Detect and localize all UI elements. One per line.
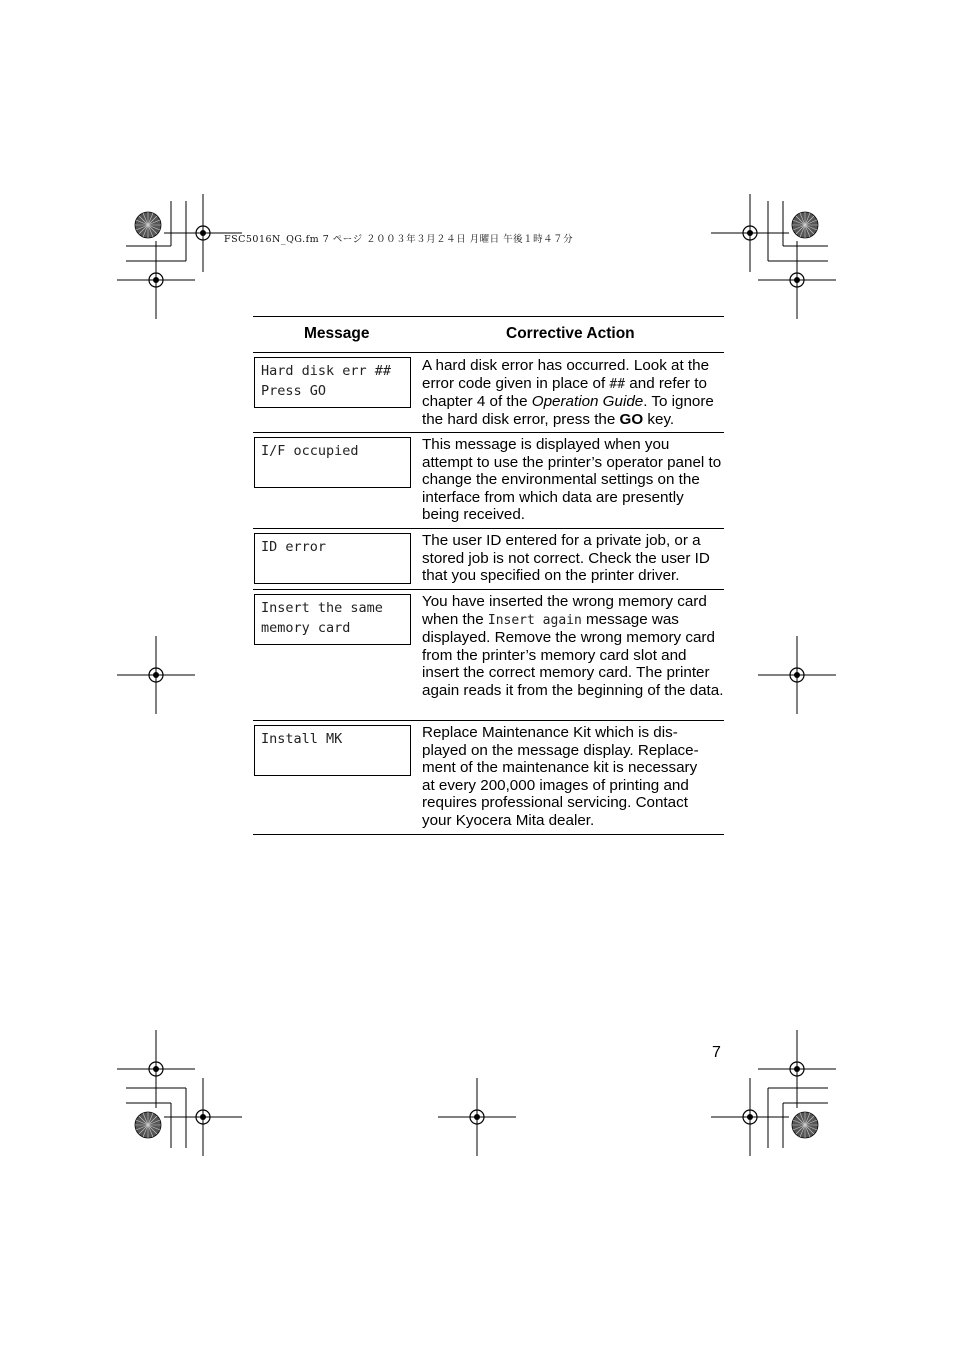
corrective-action — [422, 590, 724, 702]
lcd-message-box — [254, 594, 411, 645]
lcd-line: Install MK — [261, 731, 343, 747]
action-line: at every 200,000 images of printing and — [422, 776, 689, 794]
error-code: ## — [609, 376, 626, 392]
message-table — [253, 316, 724, 835]
action-text: key. — [643, 410, 675, 428]
corrective-action — [422, 721, 724, 832]
action-line: Replace Maintenance Kit which is dis- — [422, 724, 678, 741]
lcd-line: I/F occupied — [261, 443, 359, 459]
table-row — [253, 590, 724, 721]
corrective-action: This message is displayed when you attempt to use the printer’s operator panel to change the environmental settings on the interface from which data are presently being received. — [422, 436, 722, 523]
action-text: message was displayed. Remove the wrong memory card from the printer’s memory card slot and insert the correct memory card. The printer again reads it from the beginning of the data. — [422, 610, 724, 699]
action-line: requires professional servicing. Contact — [422, 794, 688, 811]
action-text: . To ignore the hard disk error, press the — [422, 393, 714, 428]
table-row — [253, 529, 724, 590]
lcd-message-box — [254, 357, 411, 408]
table-row — [253, 721, 724, 835]
file-header-line: FSC5016N_QG.fm 7 ページ ２００３年３月２４日 月曜日 午後１時４７分 — [224, 234, 574, 245]
action-line: played on the message display. Replace- — [422, 741, 699, 759]
lcd-message-box — [254, 725, 411, 776]
lcd-line: Hard disk err ## — [261, 363, 392, 379]
lcd-message-box — [254, 533, 411, 584]
table-header — [253, 316, 724, 353]
corrective-action: The user ID entered for a private job, or a stored job is not correct. Check the user ID that you specified on the printer driver. — [422, 532, 710, 584]
go-key-label: GO — [619, 410, 644, 428]
action-line: ment of the maintenance kit is necessary — [422, 759, 698, 776]
lcd-message-box — [254, 437, 411, 488]
action-text: and refer to chapter 4 of the — [422, 374, 707, 410]
lcd-line: ID error — [261, 539, 327, 555]
insert-again-code: Insert again — [487, 612, 582, 628]
lcd-line: Insert the same — [261, 600, 383, 616]
column-header-action: Corrective Action — [506, 325, 635, 342]
corrective-action — [422, 353, 724, 431]
guide-reference: Operation Guide — [531, 393, 644, 410]
action-line: your Kyocera Mita dealer. — [422, 811, 595, 829]
lcd-line: memory card — [261, 620, 351, 636]
page-number: 7 — [712, 1044, 721, 1061]
column-header-message: Message — [304, 325, 370, 342]
table-row — [253, 353, 724, 433]
action-text: You have inserted the wrong memory card when the — [422, 593, 707, 628]
lcd-line: Press GO — [261, 383, 327, 399]
table-row — [253, 433, 724, 529]
action-text: A hard disk error has occurred. Look at the error code given in place of — [422, 357, 710, 392]
